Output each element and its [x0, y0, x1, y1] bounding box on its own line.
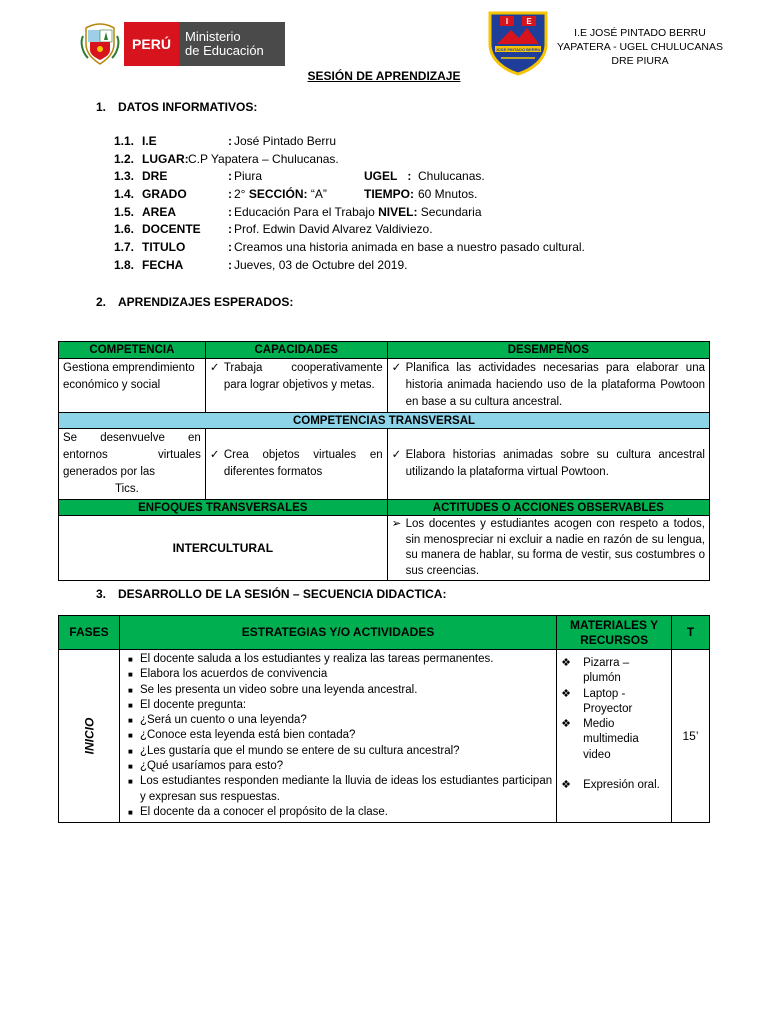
list-item: ■ ¿Qué usaríamos para esto? — [128, 759, 552, 774]
section-number: 2. — [96, 295, 107, 309]
fase-cell — [59, 650, 120, 823]
peru-coat-of-arms-icon — [80, 22, 120, 66]
datos-informativos — [114, 134, 634, 276]
section-label: APRENDIZAJES ESPERADOS: — [118, 295, 294, 309]
dato-number: 1.5. — [114, 204, 135, 219]
diamond-bullet-icon: ❖ — [561, 687, 571, 700]
dato-number: 1.8. — [114, 257, 135, 272]
svg-text:JOSÉ PINTADO BERRU: JOSÉ PINTADO BERRU — [495, 47, 541, 52]
list-item: ■ El docente da a conocer el propósito de la clase. — [128, 805, 552, 820]
dato-number: 1.7. — [114, 240, 135, 255]
competencia-text-end: Tics. — [115, 483, 139, 495]
section-label: DATOS INFORMATIVOS: — [118, 100, 258, 114]
list-item: ■ El docente pregunta: — [128, 698, 552, 713]
nivel-label: NIVEL: — [378, 204, 418, 219]
ministry-name — [179, 22, 285, 66]
dato-key-ugel — [364, 169, 411, 183]
material-text: Laptop - Proyector — [583, 687, 633, 715]
peru-label: PERÚ — [124, 22, 179, 66]
actitud-text: Los docentes y estudiantes acogen con respeto a todos, sin menospreciar ni excluir a nadie en razón de su lengua, su manera de hablar, su forma de vestir, sus costumbres o sus creencias. — [405, 518, 705, 577]
school-logo-letter-e: E — [526, 17, 532, 26]
diamond-bullet-icon: ❖ — [561, 718, 571, 731]
list-item: ■ Los estudiantes responden mediante la lluvia de ideas los estudiantes participan y expresan sus respuestas. — [128, 774, 552, 805]
aprendizajes-table — [58, 341, 710, 581]
dato-value-ugel: Chulucanas. — [418, 169, 485, 184]
header-competencia: COMPETENCIA — [59, 342, 206, 359]
session-title — [0, 69, 768, 83]
area-value: Educación Para el Trabajo — [234, 204, 375, 219]
session-title-text: SESIÓN DE APRENDIZAJE — [307, 69, 461, 83]
actitudes-header: ACTITUDES O ACCIONES OBSERVABLES — [387, 500, 709, 516]
section-desarrollo-heading — [96, 587, 446, 601]
seccion-value: “A” — [310, 187, 327, 202]
dato-key: DOCENTE — [142, 222, 201, 237]
enfoques-header-row — [59, 500, 710, 516]
dato-number: 1.6. — [114, 222, 135, 237]
list-item — [561, 717, 669, 763]
dato-key: LUGAR: — [142, 151, 189, 166]
dato-row-docente: 1.6. DOCENTE : Prof. Edwin David Alvarez Valdiviezo. — [114, 222, 433, 237]
dato-value: C.P Yapatera – Chulucanas. — [188, 151, 339, 166]
dato-value: Piura — [234, 169, 263, 184]
dato-row-dre: 1.3. DRE : Piura UGEL : Chulucanas. — [114, 169, 485, 184]
diamond-bullet-icon: ❖ — [561, 657, 571, 669]
list-item: ■ ¿Será un cuento o una leyenda? — [128, 713, 552, 728]
capacidad-cell — [205, 359, 387, 413]
dato-number: 1.3. — [114, 169, 135, 184]
nivel-value: Secundaria — [420, 204, 482, 219]
checkmark-icon: ✓ — [209, 362, 220, 374]
dato-row-ie: 1.1. I.E : José Pintado Berru — [114, 134, 337, 148]
desempeno-cell — [387, 359, 709, 413]
seccion-label: SECCIÓN: — [248, 187, 308, 202]
dato-row-area: 1.5. AREA : Educación Para el Trabajo NIVEL: Secundaria — [114, 204, 482, 219]
dato-row-grado: 1.4. GRADO : 2° SECCIÓN: “A” TIEMPO: 60 Mnutos. — [114, 187, 478, 202]
fase-label: INICIO — [81, 717, 96, 755]
competencia-cell: Gestiona emprendimiento económico y social — [59, 359, 206, 413]
list-item — [561, 778, 669, 793]
section-aprendizajes-heading — [96, 295, 293, 309]
material-text: Medio multimedia video — [583, 718, 639, 761]
tiempo-label: TIEMPO: — [364, 187, 414, 202]
dato-value — [234, 187, 327, 201]
school-shield-icon — [487, 10, 549, 76]
competencia-cell — [59, 429, 206, 500]
actitud-cell — [387, 516, 709, 581]
section-number: 3. — [96, 587, 107, 601]
tiempo-value: 60 Mnutos. — [418, 187, 478, 202]
actividades-cell — [119, 650, 556, 823]
dato-value: Jueves, 03 de Octubre del 2019. — [234, 257, 408, 272]
list-item: ■ El docente saluda a los estudiantes y realiza las tareas permanentes. — [128, 652, 552, 667]
school-info — [550, 26, 730, 68]
dato-value: Prof. Edwin David Alvarez Valdiviezo. — [234, 222, 433, 237]
dato-key: DRE — [142, 169, 168, 184]
capacidad-text: Crea objetos virtuales en diferentes formatos — [223, 449, 383, 478]
list-item: ■ Elabora los acuerdos de convivencia — [128, 667, 552, 682]
competencias-transversal-header: COMPETENCIAS TRANSVERSAL — [59, 413, 710, 429]
header-capacidades: CAPACIDADES — [205, 342, 387, 359]
ministry-line-1: Ministerio — [185, 29, 241, 44]
table-header-row — [59, 342, 710, 359]
desempeno-text: Elabora historias animadas sobre su cultura ancestral utilizando la plataforma virtual Powtoon. — [405, 449, 705, 478]
capacidad-text: Trabaja cooperativamente para lograr objetivos y metas. — [223, 362, 383, 391]
header-materiales: MATERIALES Y RECURSOS — [557, 616, 672, 650]
table-row — [59, 650, 710, 823]
dato-key: TITULO — [142, 240, 186, 255]
dato-row-lugar — [114, 152, 634, 170]
table-row — [59, 429, 710, 500]
ugel-colon: : — [407, 169, 412, 184]
dato-number: 1.2. — [114, 151, 135, 166]
list-item: ■ Se les presenta un video sobre una leyenda ancestral. — [128, 683, 552, 698]
dato-number: 1.1. — [114, 134, 135, 148]
list-item: ■ ¿Les gustaría que el mundo se entere de su cultura ancestral? — [128, 744, 552, 759]
checkmark-icon: ✓ — [391, 362, 402, 374]
dato-key: I.E — [142, 134, 157, 148]
enfoque-cell: INTERCULTURAL — [59, 516, 388, 581]
section-datos-heading — [96, 100, 257, 114]
desempeno-text: Planifica las actividades necesarias para elaborar una historia animada haciendo uso de la plataforma Powtoon en base a su cultura ancestral. — [405, 362, 705, 408]
enfoques-header: ENFOQUES TRANSVERSALES — [59, 500, 388, 516]
header-estrategias: ESTRATEGIAS Y/O ACTIVIDADES — [119, 616, 556, 650]
dato-value: José Pintado Berru — [234, 134, 337, 148]
checkmark-icon: ✓ — [209, 449, 220, 461]
section-number: 1. — [96, 100, 107, 114]
materiales-cell — [557, 650, 672, 823]
school-dre: DRE PIURA — [611, 55, 669, 67]
school-name: I.E JOSÉ PINTADO BERRU — [574, 27, 706, 39]
dato-row-fecha: 1.8. FECHA : Jueves, 03 de Octubre del 2019. — [114, 257, 408, 272]
actividades-list — [120, 650, 556, 822]
material-text: Expresión oral. — [583, 779, 660, 792]
arrow-bullet-icon: ➢ — [391, 518, 402, 530]
secuencia-didactica-table — [58, 615, 710, 823]
desempeno-cell — [387, 429, 709, 500]
school-location: YAPATERA - UGEL CHULUCANAS — [557, 41, 723, 53]
tiempo-cell: 15’ — [672, 650, 710, 823]
school-logo-letter-i: I — [505, 17, 509, 26]
table-row — [59, 359, 710, 413]
capacidad-cell — [205, 429, 387, 500]
list-item — [561, 687, 669, 718]
list-item — [561, 656, 669, 687]
competencia-text: Se desenvuelve en entornos virtuales generados por las — [63, 432, 201, 478]
ministry-line-2: de Educación — [185, 43, 264, 58]
checkmark-icon: ✓ — [391, 449, 402, 461]
dato-value — [234, 205, 482, 219]
dato-row-titulo: 1.7. TITULO : Creamos una historia animada en base a nuestro pasado cultural. — [114, 240, 585, 255]
section-label: DESARROLLO DE LA SESIÓN – SECUENCIA DIDACTICA: — [118, 587, 447, 601]
table-row — [59, 516, 710, 581]
material-text: Pizarra – plumón — [583, 657, 630, 685]
dato-value: Creamos una historia animada en base a nuestro pasado cultural. — [234, 240, 585, 255]
diamond-bullet-icon: ❖ — [561, 779, 571, 792]
list-item: ■ ¿Conoce esta leyenda está bien contada? — [128, 728, 552, 743]
ugel-label: UGEL — [364, 169, 398, 184]
transversal-header-row — [59, 413, 710, 429]
dato-key: AREA — [142, 204, 177, 219]
ministry-logo — [80, 22, 285, 66]
dato-key: FECHA — [142, 257, 184, 272]
materiales-list — [557, 650, 671, 795]
grado-value: 2° — [234, 187, 246, 202]
header-fases: FASES — [59, 616, 120, 650]
table-header-row — [59, 616, 710, 650]
dato-key: GRADO — [142, 187, 187, 202]
dato-number: 1.4. — [114, 187, 135, 202]
header-tiempo: T — [672, 616, 710, 650]
header-desempenos: DESEMPEÑOS — [387, 342, 709, 359]
